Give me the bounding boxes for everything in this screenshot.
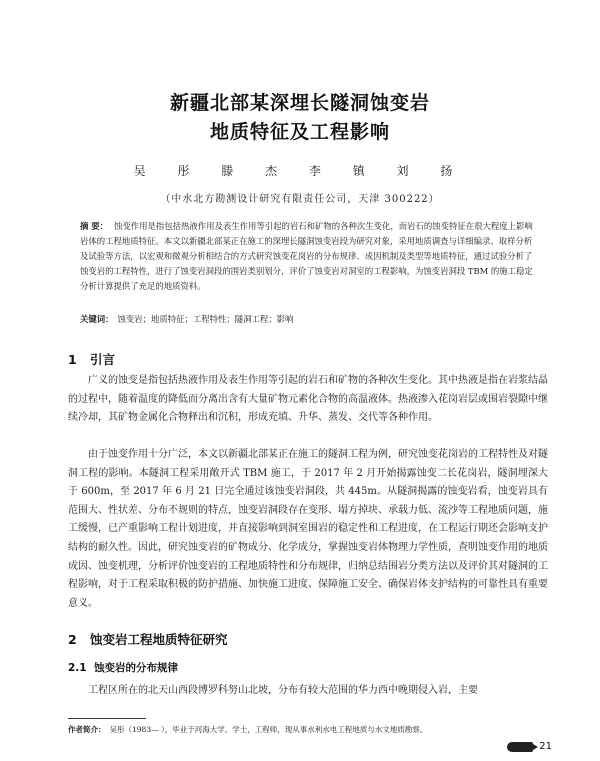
subsection-2-1-heading xyxy=(68,660,178,675)
affiliation: （中水北方勘测设计研究有限责任公司，天津 300222） xyxy=(160,194,440,205)
journal-logo-icon xyxy=(507,742,533,752)
section-1-number: 1 xyxy=(68,352,77,367)
subsection-2-1-number: 2.1 xyxy=(68,662,87,674)
footnote xyxy=(68,724,548,735)
footnote-rule xyxy=(68,718,146,719)
authors: 吴 彤 滕 杰 李 镇 刘 扬 xyxy=(133,164,467,178)
section-2-heading xyxy=(68,630,228,648)
section-2-number: 2 xyxy=(68,632,77,647)
keywords-text: 蚀变岩；地质特征；工程特性；隧洞工程；影响 xyxy=(117,314,294,324)
section-2-paragraph-1: 工程区所在的北天山西段博罗科努山北坡，分布有较大范围的华力西中晚期侵入岩，主要 xyxy=(88,685,478,696)
section-1-title: 引言 xyxy=(90,352,116,367)
footnote-label: 作者简介： xyxy=(68,725,106,734)
abstract-text: 蚀变作用是指包括热液作用及表生作用等引起的岩石和矿物的各种次生变化，而岩石的蚀变特征在很大程度上影响岩体的工程地质特征。本文以新疆北部某正在施工的深埋长隧洞蚀变岩段为研究对象，采用地质调查与详细编录、取样分析及试验等方法，以宏观和微观分析相结合的方式研究蚀变花岗岩的分布规律、成因机制及类型等地质特征，通过试验分析了蚀变岩的工程特性，进行了蚀变岩洞段的围岩类别划分，评价了蚀变岩对洞室的工程影响，为蚀变岩洞段 TBM 的施工稳定分析计算提供了充足的地质资料。 xyxy=(80,221,533,291)
abstract-label: 摘 要： xyxy=(80,221,109,231)
section-1-heading xyxy=(68,350,115,368)
footnote-text: 吴彤（1983— ），毕业于河海大学，学士，工程师，现从事水利水电工程地质与水文地质勘察。 xyxy=(109,725,428,734)
paper-title-line-2: 地质特征及工程影响 xyxy=(209,121,390,143)
paper-title-line-1: 新疆北部某深埋长隧洞蚀变岩 xyxy=(169,92,430,114)
keywords xyxy=(80,312,535,327)
page-footer xyxy=(507,741,552,752)
page-number: 21 xyxy=(539,741,552,752)
section-1-paragraph-2: 由于蚀变作用十分广泛，本文以新疆北部某正在施工的隧洞工程为例，研究蚀变花岗岩的工程特性及对隧洞工程的影响。本隧洞工程采用敞开式 TBM 施工，于 2017 年 2 月开始揭露蚀变二长花岗岩，隧洞埋深大于 600m，至 2017 年 6 月 21 日完全通过该蚀变岩洞段，共 445m。从隧洞揭露的蚀变岩看，蚀变岩具有范围大、性状差、分布不规则的特点，蚀变岩洞段存在变形、塌方掉块、承载力低、流沙等工程地质问题，施工缓慢，已产重影响工程计划进度，并直接影响到洞室围岩的稳定性和工程进度，在工程运行期还会影响支护结构的耐久性。因此，研究蚀变岩的矿物成分、化学成分，掌握蚀变岩体物理力学性质，查明蚀变作用的地质成因、蚀变机理，分析评价蚀变岩的工程地质特性和分布规律，归纳总结围岩分类方法以及评价其对隧洞的工程影响，对于工程采取积极的防护措施、加快施工进度、保障施工安全、确保岩体支护结构的可靠性具有重要意义。 xyxy=(68,449,548,609)
section-2-title: 蚀变岩工程地质特征研究 xyxy=(90,632,228,647)
abstract xyxy=(80,219,535,294)
section-1-paragraph-1: 广义的蚀变是指包括热液作用及表生作用等引起的岩石和矿物的各种次生变化。其中热液是指在岩浆结晶的过程中，随着温度的降低而分离出含有大量矿物元素化合物的高温液体。热液渗入花岗岩层或围岩裂隙中继续冷却，其矿物金属化合物释出和沉积，形成充填、升华、蒸发、交代等各种作用。 xyxy=(68,375,548,424)
subsection-2-1-title: 蚀变岩的分布规律 xyxy=(94,662,178,674)
keywords-label: 关键词： xyxy=(80,314,114,324)
